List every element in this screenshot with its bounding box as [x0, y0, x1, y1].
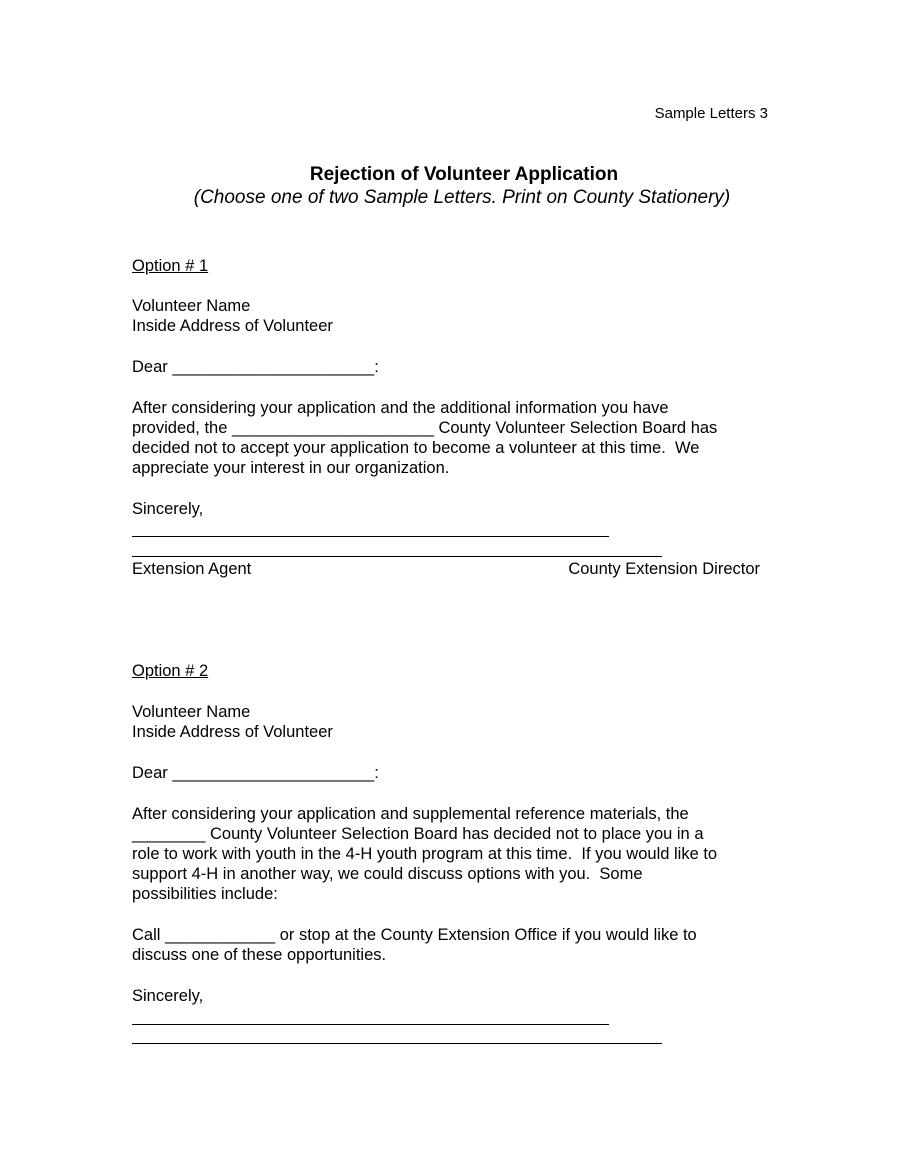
option1-volunteer-name: Volunteer Name	[132, 297, 251, 315]
option1-body-line: decided not to accept your application to become a volunteer at this time. We	[132, 439, 700, 457]
option1-signer-right: County Extension Director	[568, 560, 760, 578]
option2-body-line: support 4-H in another way, we could discuss options with you. Some	[132, 865, 643, 883]
page-title: Rejection of Volunteer Application	[309, 164, 619, 185]
option1-body-line: provided, the ______________________ County Volunteer Selection Board has	[132, 419, 718, 437]
option2-call-line: discuss one of these opportunities.	[132, 946, 387, 964]
option2-salutation: Dear ______________________:	[132, 764, 379, 782]
option1-heading: Option # 1	[132, 257, 209, 275]
option2-inside-address: Inside Address of Volunteer	[132, 723, 333, 741]
option2-volunteer-name: Volunteer Name	[132, 703, 251, 721]
option1-signature-line-2	[132, 556, 662, 557]
option2-closing: Sincerely,	[132, 987, 204, 1005]
option2-body-line: After considering your application and supplemental reference materials, the	[132, 805, 689, 823]
option2-heading: Option # 2	[132, 662, 209, 680]
option1-signer-left: Extension Agent	[132, 560, 252, 578]
option1-inside-address: Inside Address of Volunteer	[132, 317, 333, 335]
option2-signature-line-2	[132, 1043, 662, 1044]
option2-body-line: role to work with youth in the 4-H youth program at this time. If you would like to	[132, 845, 718, 863]
option2-signature-line-1	[132, 1024, 609, 1025]
option1-body-line: After considering your application and the additional information you have	[132, 399, 669, 417]
option1-closing: Sincerely,	[132, 500, 204, 518]
option1-body-line: appreciate your interest in our organization.	[132, 459, 450, 477]
option2-body-line: possibilities include:	[132, 885, 278, 903]
page-subtitle: (Choose one of two Sample Letters. Print on County Stationery)	[193, 187, 731, 208]
option2-body-line: ________ County Volunteer Selection Board has decided not to place you in a	[132, 825, 704, 843]
option1-signature-line-1	[132, 536, 609, 537]
option1-salutation: Dear ______________________:	[132, 358, 379, 376]
page-label: Sample Letters 3	[654, 105, 768, 122]
option2-call-line: Call ____________ or stop at the County Extension Office if you would like to	[132, 926, 697, 944]
